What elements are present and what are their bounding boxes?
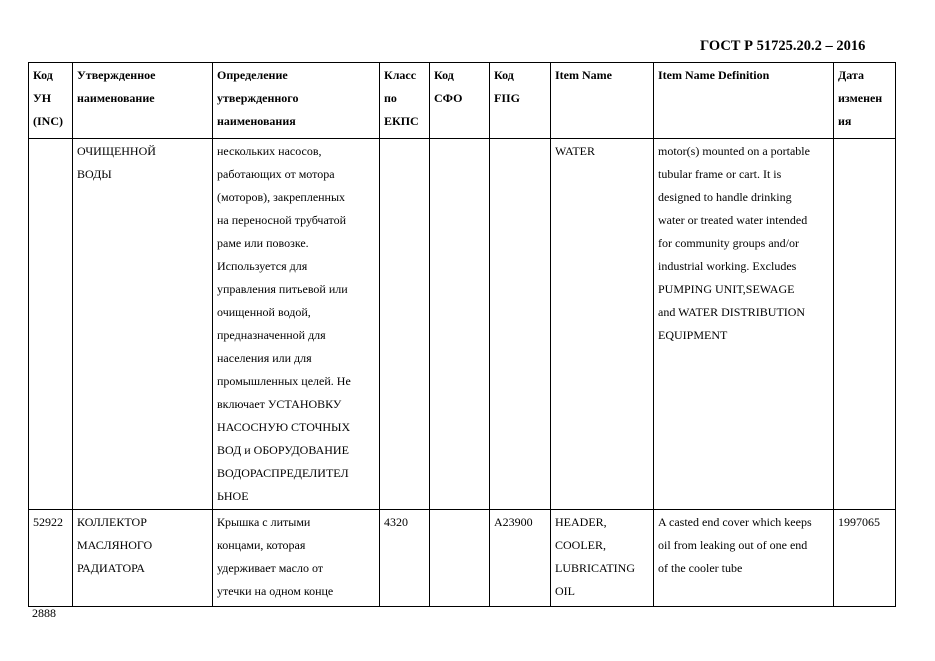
column-header-code-un: Код УН (INC) bbox=[29, 63, 73, 139]
column-header-definition: Определение утвержденного наименования bbox=[213, 63, 380, 139]
cell-item-name-definition: A casted end cover which keeps oil from leaking out of one end of the cooler tube bbox=[654, 510, 834, 607]
cell-code-un: 52922 bbox=[29, 510, 73, 607]
column-header-approved-name: Утвержденное наименование bbox=[73, 63, 213, 139]
column-header-date-changed: Дата изменен ия bbox=[834, 63, 896, 139]
cell-code-fiig: A23900 bbox=[490, 510, 551, 607]
cell-date-changed: 1997065 bbox=[834, 510, 896, 607]
cell-item-name: HEADER, COOLER, LUBRICATING OIL bbox=[551, 510, 654, 607]
page-number: 2888 bbox=[32, 606, 56, 620]
cell-code-sfo bbox=[430, 510, 490, 607]
column-header-class-ekps: Класс по ЕКПС bbox=[380, 63, 430, 139]
cell-definition: нескольких насосов, работающих от мотора (моторов), закрепленных на переносной трубчатой раме или повозке. Используется для управления питьевой или очищенной водой, предназначенной для населения или для промышленных целей. Не включает УСТАНОВКУ НАСОСНУЮ СТОЧНЫХ ВОД и ОБОРУДОВАНИЕ ВОДОРАСПРЕДЕЛИТЕЛ ЬНОЕ bbox=[213, 139, 380, 510]
cell-code-fiig bbox=[490, 139, 551, 510]
cell-approved-name: КОЛЛЕКТОР МАСЛЯНОГО РАДИАТОРА bbox=[73, 510, 213, 607]
cell-item-name-definition: motor(s) mounted on a portable tubular frame or cart. It is designed to handle drinking water or treated water intended for community groups and/or industrial working. Excludes PUMPING UNIT,SEWAGE and WATER DISTRIBUTION EQUIPMENT bbox=[654, 139, 834, 510]
column-header-item-name-definition: Item Name Definition bbox=[654, 63, 834, 139]
classification-table bbox=[28, 62, 896, 607]
cell-item-name: WATER bbox=[551, 139, 654, 510]
table-row bbox=[29, 510, 896, 607]
table-header-row bbox=[29, 63, 896, 139]
cell-definition: Крышка с литыми концами, которая удерживает масло от утечки на одном конце bbox=[213, 510, 380, 607]
column-header-code-fiig: Код FIIG bbox=[490, 63, 551, 139]
column-header-item-name: Item Name bbox=[551, 63, 654, 139]
column-header-code-sfo: Код СФО bbox=[430, 63, 490, 139]
cell-class-ekps: 4320 bbox=[380, 510, 430, 607]
cell-code-un bbox=[29, 139, 73, 510]
cell-approved-name: ОЧИЩЕННОЙ ВОДЫ bbox=[73, 139, 213, 510]
cell-date-changed bbox=[834, 139, 896, 510]
cell-code-sfo bbox=[430, 139, 490, 510]
document-standard-header: ГОСТ Р 51725.20.2 – 2016 bbox=[700, 38, 866, 54]
table-row bbox=[29, 139, 896, 510]
cell-class-ekps bbox=[380, 139, 430, 510]
